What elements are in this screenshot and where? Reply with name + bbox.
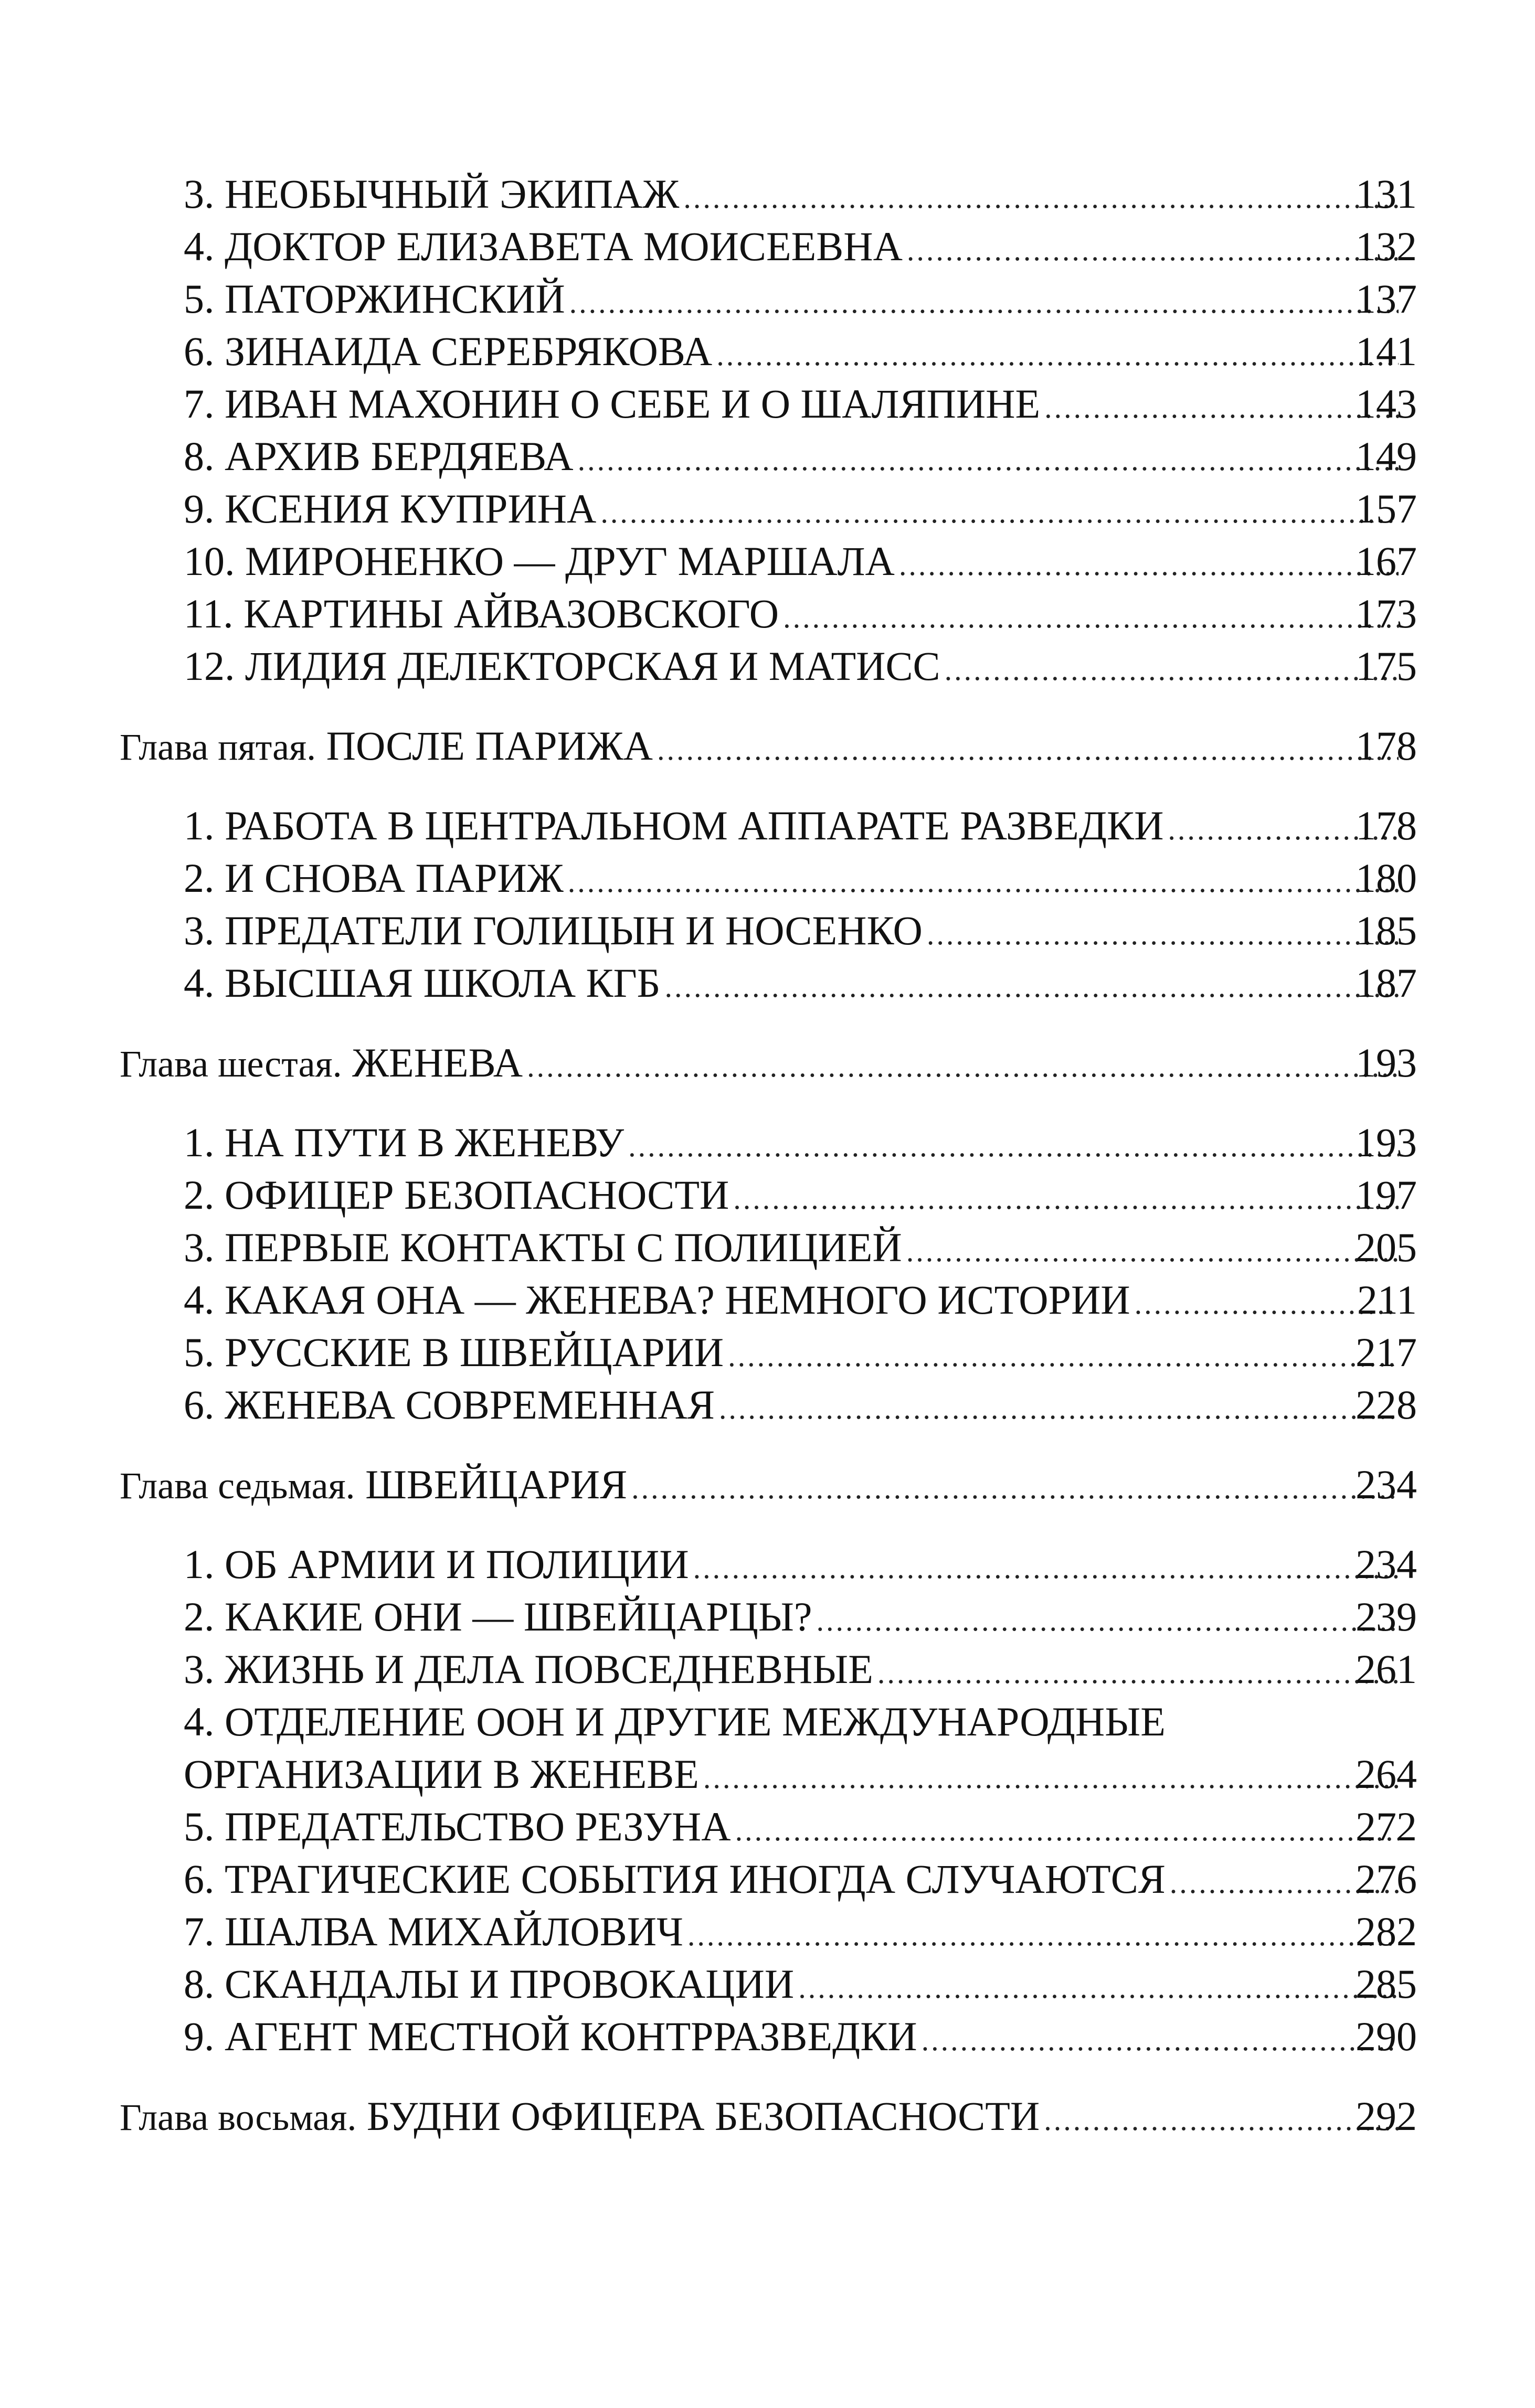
page-number: 261 — [1356, 1646, 1417, 1692]
page-number: 167 — [1356, 538, 1417, 584]
toc-entry-title: 7. ШАЛВА МИХАЙЛОВИЧ — [184, 1909, 683, 1954]
toc-entry-row — [0, 325, 1535, 378]
toc-entry-title: 2. И СНОВА ПАРИЖ — [184, 855, 564, 901]
toc-entry-title — [120, 1037, 527, 1090]
page-number: 157 — [1356, 486, 1417, 531]
toc-entry-title: 7. ИВАН МАХОНИН О СЕБЕ И О ШАЛЯПИНЕ — [184, 381, 1041, 427]
page-number: 211 — [1357, 1277, 1417, 1323]
toc-entry-row — [0, 1326, 1535, 1379]
chapter-title: ШВЕЙЦАРИЯ — [365, 1462, 628, 1507]
page-number: 175 — [1356, 643, 1417, 689]
page-number: 131 — [1356, 171, 1417, 217]
toc-entry-row — [0, 2010, 1535, 2063]
toc-entry-title: 5. ПРЕДАТЕЛЬСТВО РЕЗУНА — [184, 1804, 731, 1849]
page-number: 178 — [1356, 803, 1417, 848]
dot-leader — [568, 856, 1399, 908]
toc-entry-title: 4. ДОКТОР ЕЛИЗАВЕТА МОИСЕЕВНА — [184, 223, 903, 269]
toc-entry-title — [120, 720, 657, 773]
toc-entry-row — [0, 640, 1535, 692]
toc-entry-row — [0, 1591, 1535, 1643]
toc-entry-title: 3. ПРЕДАТЕЛИ ГОЛИЦЫН И НОСЕНКО — [184, 908, 923, 953]
page-number: 234 — [1356, 1462, 1417, 1507]
toc-chapter-row — [0, 2090, 1535, 2143]
toc-entry-title: 2. КАКИЕ ОНИ — ШВЕЙЦАРЦЫ? — [184, 1594, 812, 1639]
toc-entry-row — [0, 800, 1535, 852]
page-number: 282 — [1356, 1909, 1417, 1954]
dot-leader — [631, 1462, 1399, 1515]
toc-entry-row — [0, 273, 1535, 325]
page-number: 149 — [1356, 433, 1417, 479]
chapter-prefix: Глава пятая. — [120, 726, 316, 768]
dot-leader — [578, 434, 1399, 486]
toc-entry-row — [0, 1853, 1535, 1905]
page-number: 178 — [1356, 723, 1417, 769]
toc-entry-row — [0, 483, 1535, 535]
toc-entry-row — [0, 1696, 1535, 1748]
toc-entry-title: ОРГАНИЗАЦИИ В ЖЕНЕВЕ — [184, 1751, 699, 1797]
page-number: 290 — [1356, 2013, 1417, 2059]
page-number: 239 — [1356, 1594, 1417, 1639]
page-number: 132 — [1356, 223, 1417, 269]
toc-entry-title: 9. АГЕНТ МЕСТНОЙ КОНТРРАЗВЕДКИ — [184, 2013, 917, 2059]
page-number: 205 — [1356, 1224, 1417, 1270]
toc-entry-title: 12. ЛИДИЯ ДЕЛЕКТОРСКАЯ И МАТИСС — [184, 643, 940, 689]
toc-entry-row — [0, 957, 1535, 1009]
page-number: 173 — [1356, 591, 1417, 636]
dot-leader — [569, 276, 1399, 329]
toc-entry-row — [0, 1379, 1535, 1431]
toc-entry-row — [0, 1274, 1535, 1326]
toc-entry-title: 6. ТРАГИЧЕСКИЕ СОБЫТИЯ ИНОГДА СЛУЧАЮТСЯ — [184, 1856, 1166, 1902]
toc-entry-title: 1. ОБ АРМИИ И ПОЛИЦИИ — [184, 1541, 689, 1587]
toc-entry-row — [0, 1538, 1535, 1591]
toc-entry-title: 4. ОТДЕЛЕНИЕ ООН И ДРУГИЕ МЕЖДУНАРОДНЫЕ — [184, 1699, 1166, 1744]
page-number: 137 — [1356, 276, 1417, 322]
toc-entry-title: 3. НЕОБЫЧНЫЙ ЭКИПАЖ — [184, 171, 680, 217]
toc-chapter-row — [0, 720, 1535, 772]
page-number: 185 — [1356, 908, 1417, 953]
toc-entry-row — [0, 430, 1535, 483]
toc-entry-row — [0, 378, 1535, 430]
chapter-title: ЖЕНЕВА — [352, 1040, 523, 1085]
toc-entry-title: 6. ЗИНАИДА СЕРЕБРЯКОВА — [184, 328, 713, 374]
toc-entry-row — [0, 1116, 1535, 1169]
page-number: 141 — [1356, 328, 1417, 374]
page-number: 197 — [1356, 1172, 1417, 1218]
toc-entry-row — [0, 852, 1535, 904]
toc-entry-row — [0, 1958, 1535, 2010]
toc-entry-title: 8. СКАНДАЛЫ И ПРОВОКАЦИИ — [184, 1961, 795, 2007]
toc-chapter-row — [0, 1458, 1535, 1511]
toc-entry-row — [0, 1169, 1535, 1221]
toc-entry-title: 5. РУССКИЕ В ШВЕЙЦАРИИ — [184, 1329, 724, 1375]
toc-entry-title: 1. НА ПУТИ В ЖЕНЕВУ — [184, 1120, 624, 1165]
dot-leader — [527, 1040, 1399, 1093]
page-number: 292 — [1356, 2093, 1417, 2139]
toc-entry-title — [120, 2090, 1044, 2144]
page-number: 234 — [1356, 1541, 1417, 1587]
toc-entry-row — [0, 1905, 1535, 1958]
toc-entry-row — [0, 168, 1535, 220]
page-number: 193 — [1356, 1040, 1417, 1085]
dot-leader — [600, 486, 1399, 539]
toc-entry-row — [0, 1800, 1535, 1853]
chapter-title: ПОСЛЕ ПАРИЖА — [326, 723, 653, 769]
dot-leader — [628, 1120, 1399, 1173]
page-number: 180 — [1356, 855, 1417, 901]
toc-entry-row — [0, 1221, 1535, 1274]
toc-entry-title: 4. ВЫСШАЯ ШКОЛА КГБ — [184, 960, 661, 1006]
toc-entry-title — [120, 1458, 631, 1512]
toc-entry-title: 6. ЖЕНЕВА СОВРЕМЕННАЯ — [184, 1382, 715, 1427]
toc-entry-title: 3. ЖИЗНЬ И ДЕЛА ПОВСЕДНЕВНЫЕ — [184, 1646, 873, 1692]
toc-entry-row — [0, 220, 1535, 273]
page-number: 285 — [1356, 1961, 1417, 2007]
page-number: 193 — [1356, 1120, 1417, 1165]
toc-entry-title: 1. РАБОТА В ЦЕНТРАЛЬНОМ АППАРАТЕ РАЗВЕДКИ — [184, 803, 1164, 848]
page-number: 264 — [1356, 1751, 1417, 1797]
chapter-title: БУДНИ ОФИЦЕРА БЕЗОПАСНОСТИ — [366, 2093, 1040, 2139]
toc-entry-row — [0, 1748, 1535, 1800]
toc-chapter-row — [0, 1037, 1535, 1089]
toc-entry-row — [0, 588, 1535, 640]
toc-entry-title: 8. АРХИВ БЕРДЯЕВА — [184, 433, 574, 479]
toc-entry-title: 11. КАРТИНЫ АЙВАЗОВСКОГО — [184, 591, 779, 636]
toc-entry-title: 3. ПЕРВЫЕ КОНТАКТЫ С ПОЛИЦИЕЙ — [184, 1224, 902, 1270]
page-number: 187 — [1356, 960, 1417, 1006]
chapter-prefix: Глава восьмая. — [120, 2096, 357, 2138]
page-number: 217 — [1356, 1329, 1417, 1375]
toc-entry-title: 4. КАКАЯ ОНА — ЖЕНЕВА? НЕМНОГО ИСТОРИИ — [184, 1277, 1130, 1323]
toc-entry-title: 9. КСЕНИЯ КУПРИНА — [184, 486, 597, 531]
page-number: 143 — [1356, 381, 1417, 427]
toc-entry-row — [0, 1643, 1535, 1696]
page-number: 272 — [1356, 1804, 1417, 1849]
toc-entry-title: 5. ПАТОРЖИНСКИЙ — [184, 276, 565, 322]
toc-entry-row — [0, 904, 1535, 957]
chapter-prefix: Глава седьмая. — [120, 1465, 355, 1507]
chapter-prefix: Глава шестая. — [120, 1043, 342, 1085]
page-number: 276 — [1356, 1856, 1417, 1902]
table-of-contents — [0, 168, 1535, 2143]
page-number: 228 — [1356, 1382, 1417, 1427]
toc-entry-title: 2. ОФИЦЕР БЕЗОПАСНОСТИ — [184, 1172, 729, 1218]
toc-entry-title: 10. МИРОНЕНКО — ДРУГ МАРШАЛА — [184, 538, 895, 584]
toc-entry-row — [0, 535, 1535, 588]
